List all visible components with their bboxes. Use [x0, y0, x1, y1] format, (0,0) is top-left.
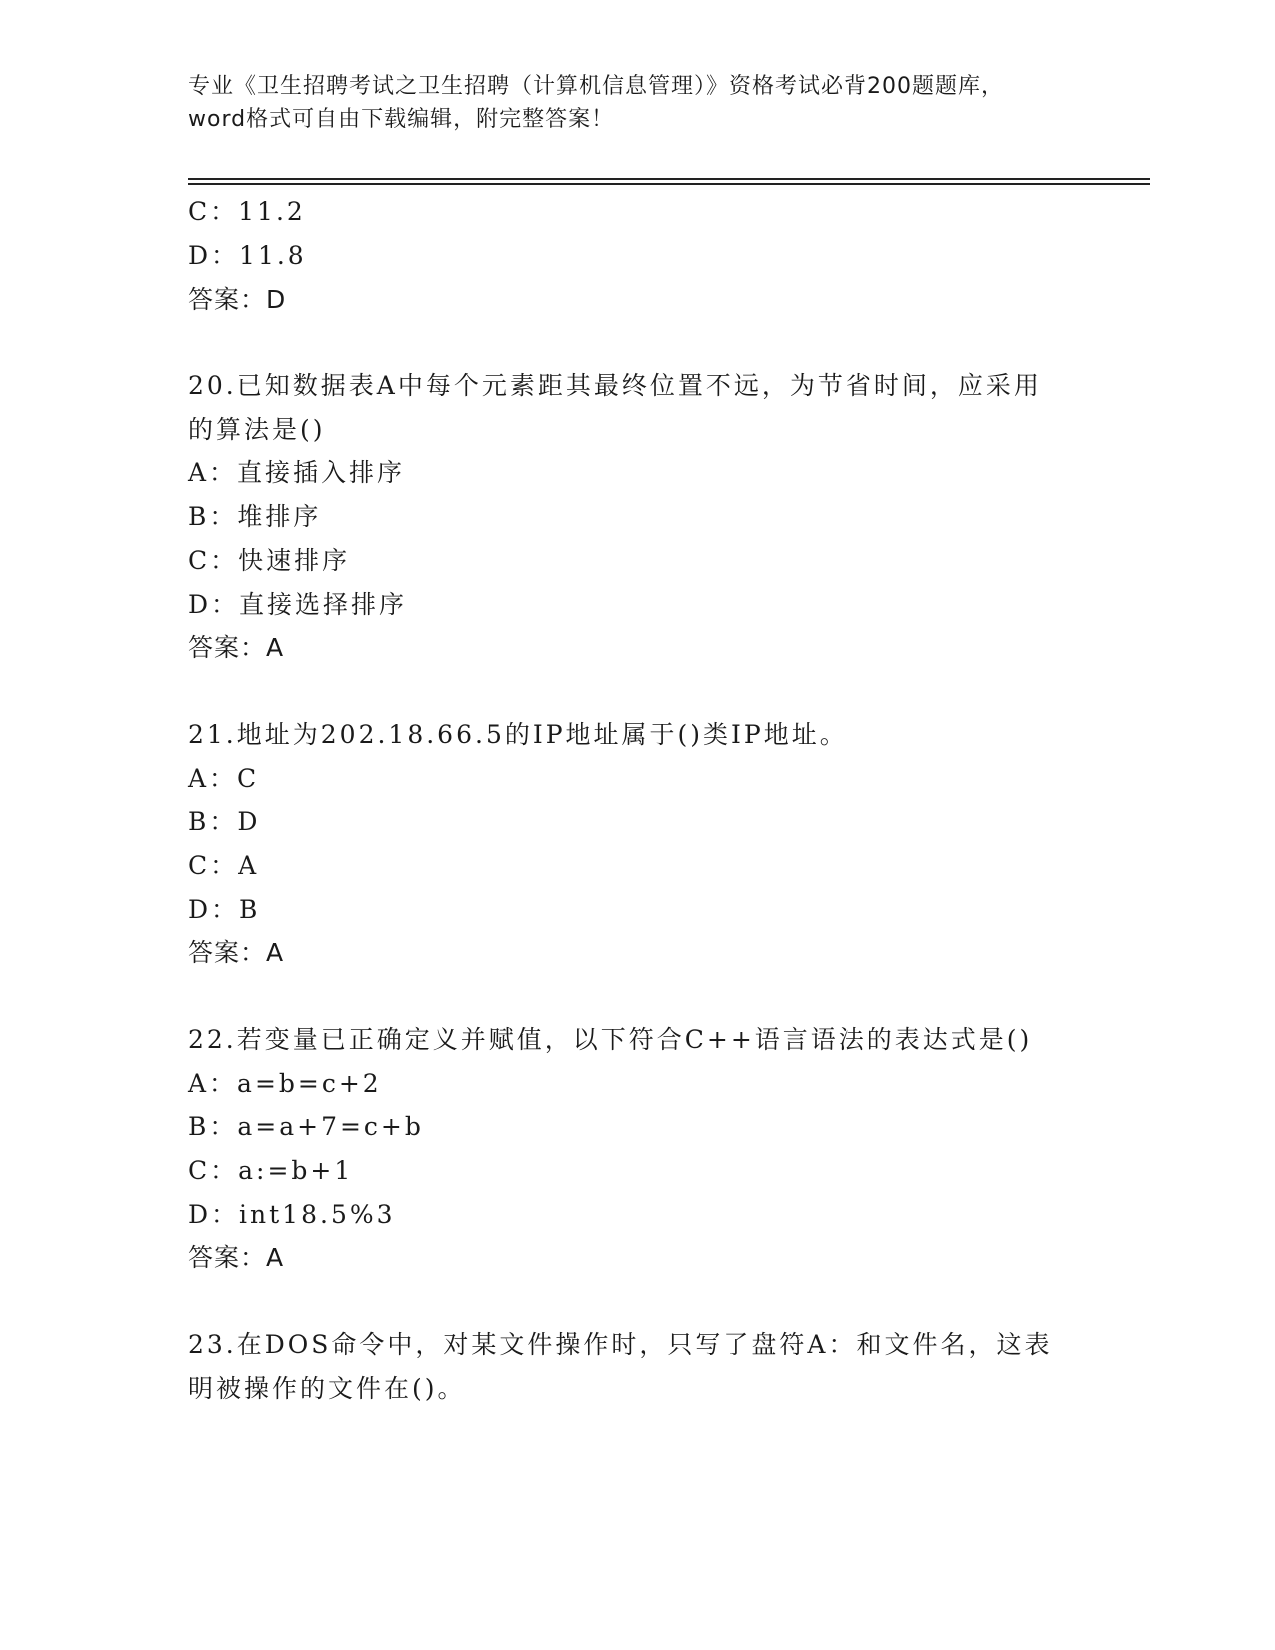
header-divider-top [188, 178, 1150, 180]
q19-answer: 答案：D [188, 285, 287, 314]
header-title-line-2: word格式可自由下载编辑，附完整答案！ [188, 107, 615, 132]
q20-option-c: C：快速排序 [188, 546, 351, 575]
q19-option-c: C：11.2 [188, 197, 306, 226]
q20-answer: 答案：A [188, 633, 285, 662]
q21-option-d: D：B [188, 895, 261, 924]
q21-option-b: B：D [188, 807, 261, 836]
q20-stem-line-1: 20.已知数据表A中每个元素距其最终位置不远，为节省时间，应采用 [188, 371, 1042, 400]
q19-option-d: D：11.8 [188, 241, 307, 270]
q22-answer: 答案：A [188, 1243, 285, 1272]
q22-option-a: A：a=b=c+2 [188, 1069, 382, 1098]
q22-stem: 22.若变量已正确定义并赋值，以下符合C++语言语法的表达式是() [188, 1025, 1033, 1054]
q23-stem-line-1: 23.在DOS命令中，对某文件操作时，只写了盘符A：和文件名，这表 [188, 1330, 1053, 1359]
q20-option-d: D：直接选择排序 [188, 590, 408, 619]
q22-option-c: C：a:=b+1 [188, 1156, 354, 1185]
header-divider-bottom [188, 183, 1150, 185]
q23-stem-line-2: 明被操作的文件在()。 [188, 1374, 466, 1403]
q22-option-b: B：a=a+7=c+b [188, 1112, 424, 1141]
document-header [188, 70, 1088, 136]
q21-answer: 答案：A [188, 938, 285, 967]
q21-option-c: C：A [188, 851, 260, 880]
q20-stem-line-2: 的算法是() [188, 415, 326, 444]
q22-option-d: D：int18.5%3 [188, 1200, 396, 1229]
header-title-line-1: 专业《卫生招聘考试之卫生招聘（计算机信息管理）》资格考试必背200题题库， [188, 74, 1004, 99]
q21-stem: 21.地址为202.18.66.5的IP地址属于()类IP地址。 [188, 720, 848, 749]
q20-option-b: B：堆排序 [188, 502, 322, 531]
q21-option-a: A：C [188, 764, 260, 793]
q20-option-a: A：直接插入排序 [188, 458, 406, 487]
